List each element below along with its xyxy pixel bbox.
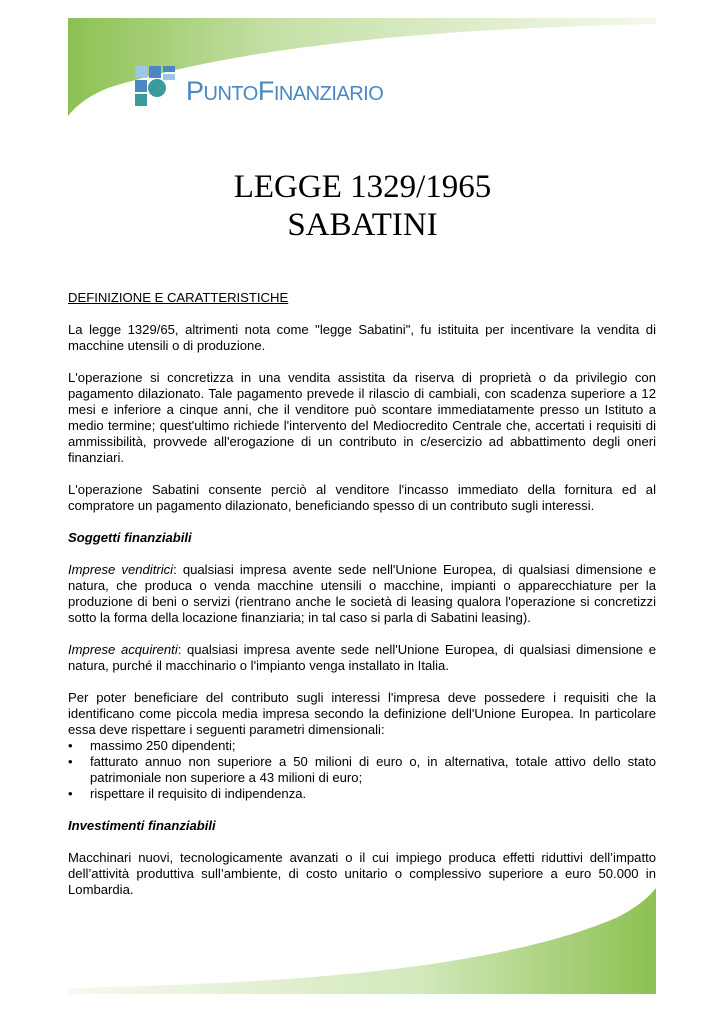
paragraph-definition: La legge 1329/65, altrimenti nota come "legge Sabatini", fu istituita per incentivare la vendita di macchine utensili o di produzione. xyxy=(68,322,656,353)
logo-mark-icon xyxy=(133,62,177,108)
document-body xyxy=(68,290,656,914)
footer-green-swoosh xyxy=(68,888,656,994)
label-imprese-venditrici: Imprese venditrici xyxy=(68,562,174,577)
title-line-2: SABATINI xyxy=(287,207,438,243)
paragraph-benefits: L'operazione Sabatini consente perciò al venditore l'incasso immediato della fornitura ed al compratore un pagamento dilazionato, beneficiando spesso di un contributo sugli interessi. xyxy=(68,482,656,513)
heading-investimenti: Investimenti finanziabili xyxy=(68,818,216,833)
title-line-1: LEGGE 1329/1965 xyxy=(233,169,492,205)
logo xyxy=(133,62,393,112)
label-imprese-acquirenti: Imprese acquirenti xyxy=(68,642,178,657)
paragraph-imprese-venditrici: Imprese venditrici: qualsiasi impresa avente sede nell'Unione Europea, di qualsiasi dimensione e natura, che produca o venda macchine utensili o macchine, impianti o apparecchiature per la produzione di beni o servizi (rientrano anche le società di leasing qualora l'operazione si concretizzi sotto la forma della locazione finanziaria; in tal caso si parla di Sabatini leasing). xyxy=(68,562,656,625)
paragraph-requisiti-intro: Per poter beneficiare del contributo sugli interessi l'impresa deve possedere i requisiti che la identificano come piccola media impresa secondo la definizione dell'Unione Europea. In particolare essa deve rispettare i seguenti parametri dimensionali: xyxy=(68,690,656,737)
list-item: • rispettare il requisito di indipendenza. xyxy=(68,786,307,801)
paragraph-operation: L'operazione si concretizza in una vendita assistita da riserva di proprietà o da privilegio con pagamento dilazionato. Tale pagamento prevede il rilascio di cambiali, con scadenza superiore a 12 mesi e inferiore a cinque anni, che il venditore può scontare immediatamente presso un Istituto a medio termine; quest'ultimo richiede l'intervento del Mediocredito Centrale che, accertati i requisiti di ammissibilità, provvede all'erogazione di un contributo in c/esercizio ad abbattimento degli oneri finanziari. xyxy=(68,370,656,465)
list-item: • fatturato annuo non superiore a 50 milioni di euro o, in alternativa, totale attivo dello stato patrimoniale non superiore a 43 milioni di euro; xyxy=(68,754,656,785)
paragraph-imprese-acquirenti: Imprese acquirenti: qualsiasi impresa avente sede nell'Unione Europea, di qualsiasi dimensione e natura, purché il macchinario o l'impianto venga installato in Italia. xyxy=(68,642,656,673)
bullet-icon: • xyxy=(68,738,73,753)
requisiti-list xyxy=(68,738,656,802)
paragraph-investimenti: Macchinari nuovi, tecnologicamente avanzati o il cui impiego produca effetti riduttivi dell’impatto dell’attività produttiva sull’ambiente, di costo unitario o complessivo superiore a euro 50.000 in Lombardia. xyxy=(68,850,656,897)
document-title xyxy=(0,168,725,244)
section-heading: DEFINIZIONE E CARATTERISTICHE xyxy=(68,290,289,305)
logo-text: PUNTOFINANZIARIO xyxy=(186,76,384,106)
list-item: • massimo 250 dipendenti; xyxy=(68,738,236,753)
bullet-icon: • xyxy=(68,754,73,769)
bullet-icon: • xyxy=(68,786,73,801)
heading-soggetti: Soggetti finanziabili xyxy=(68,530,192,545)
